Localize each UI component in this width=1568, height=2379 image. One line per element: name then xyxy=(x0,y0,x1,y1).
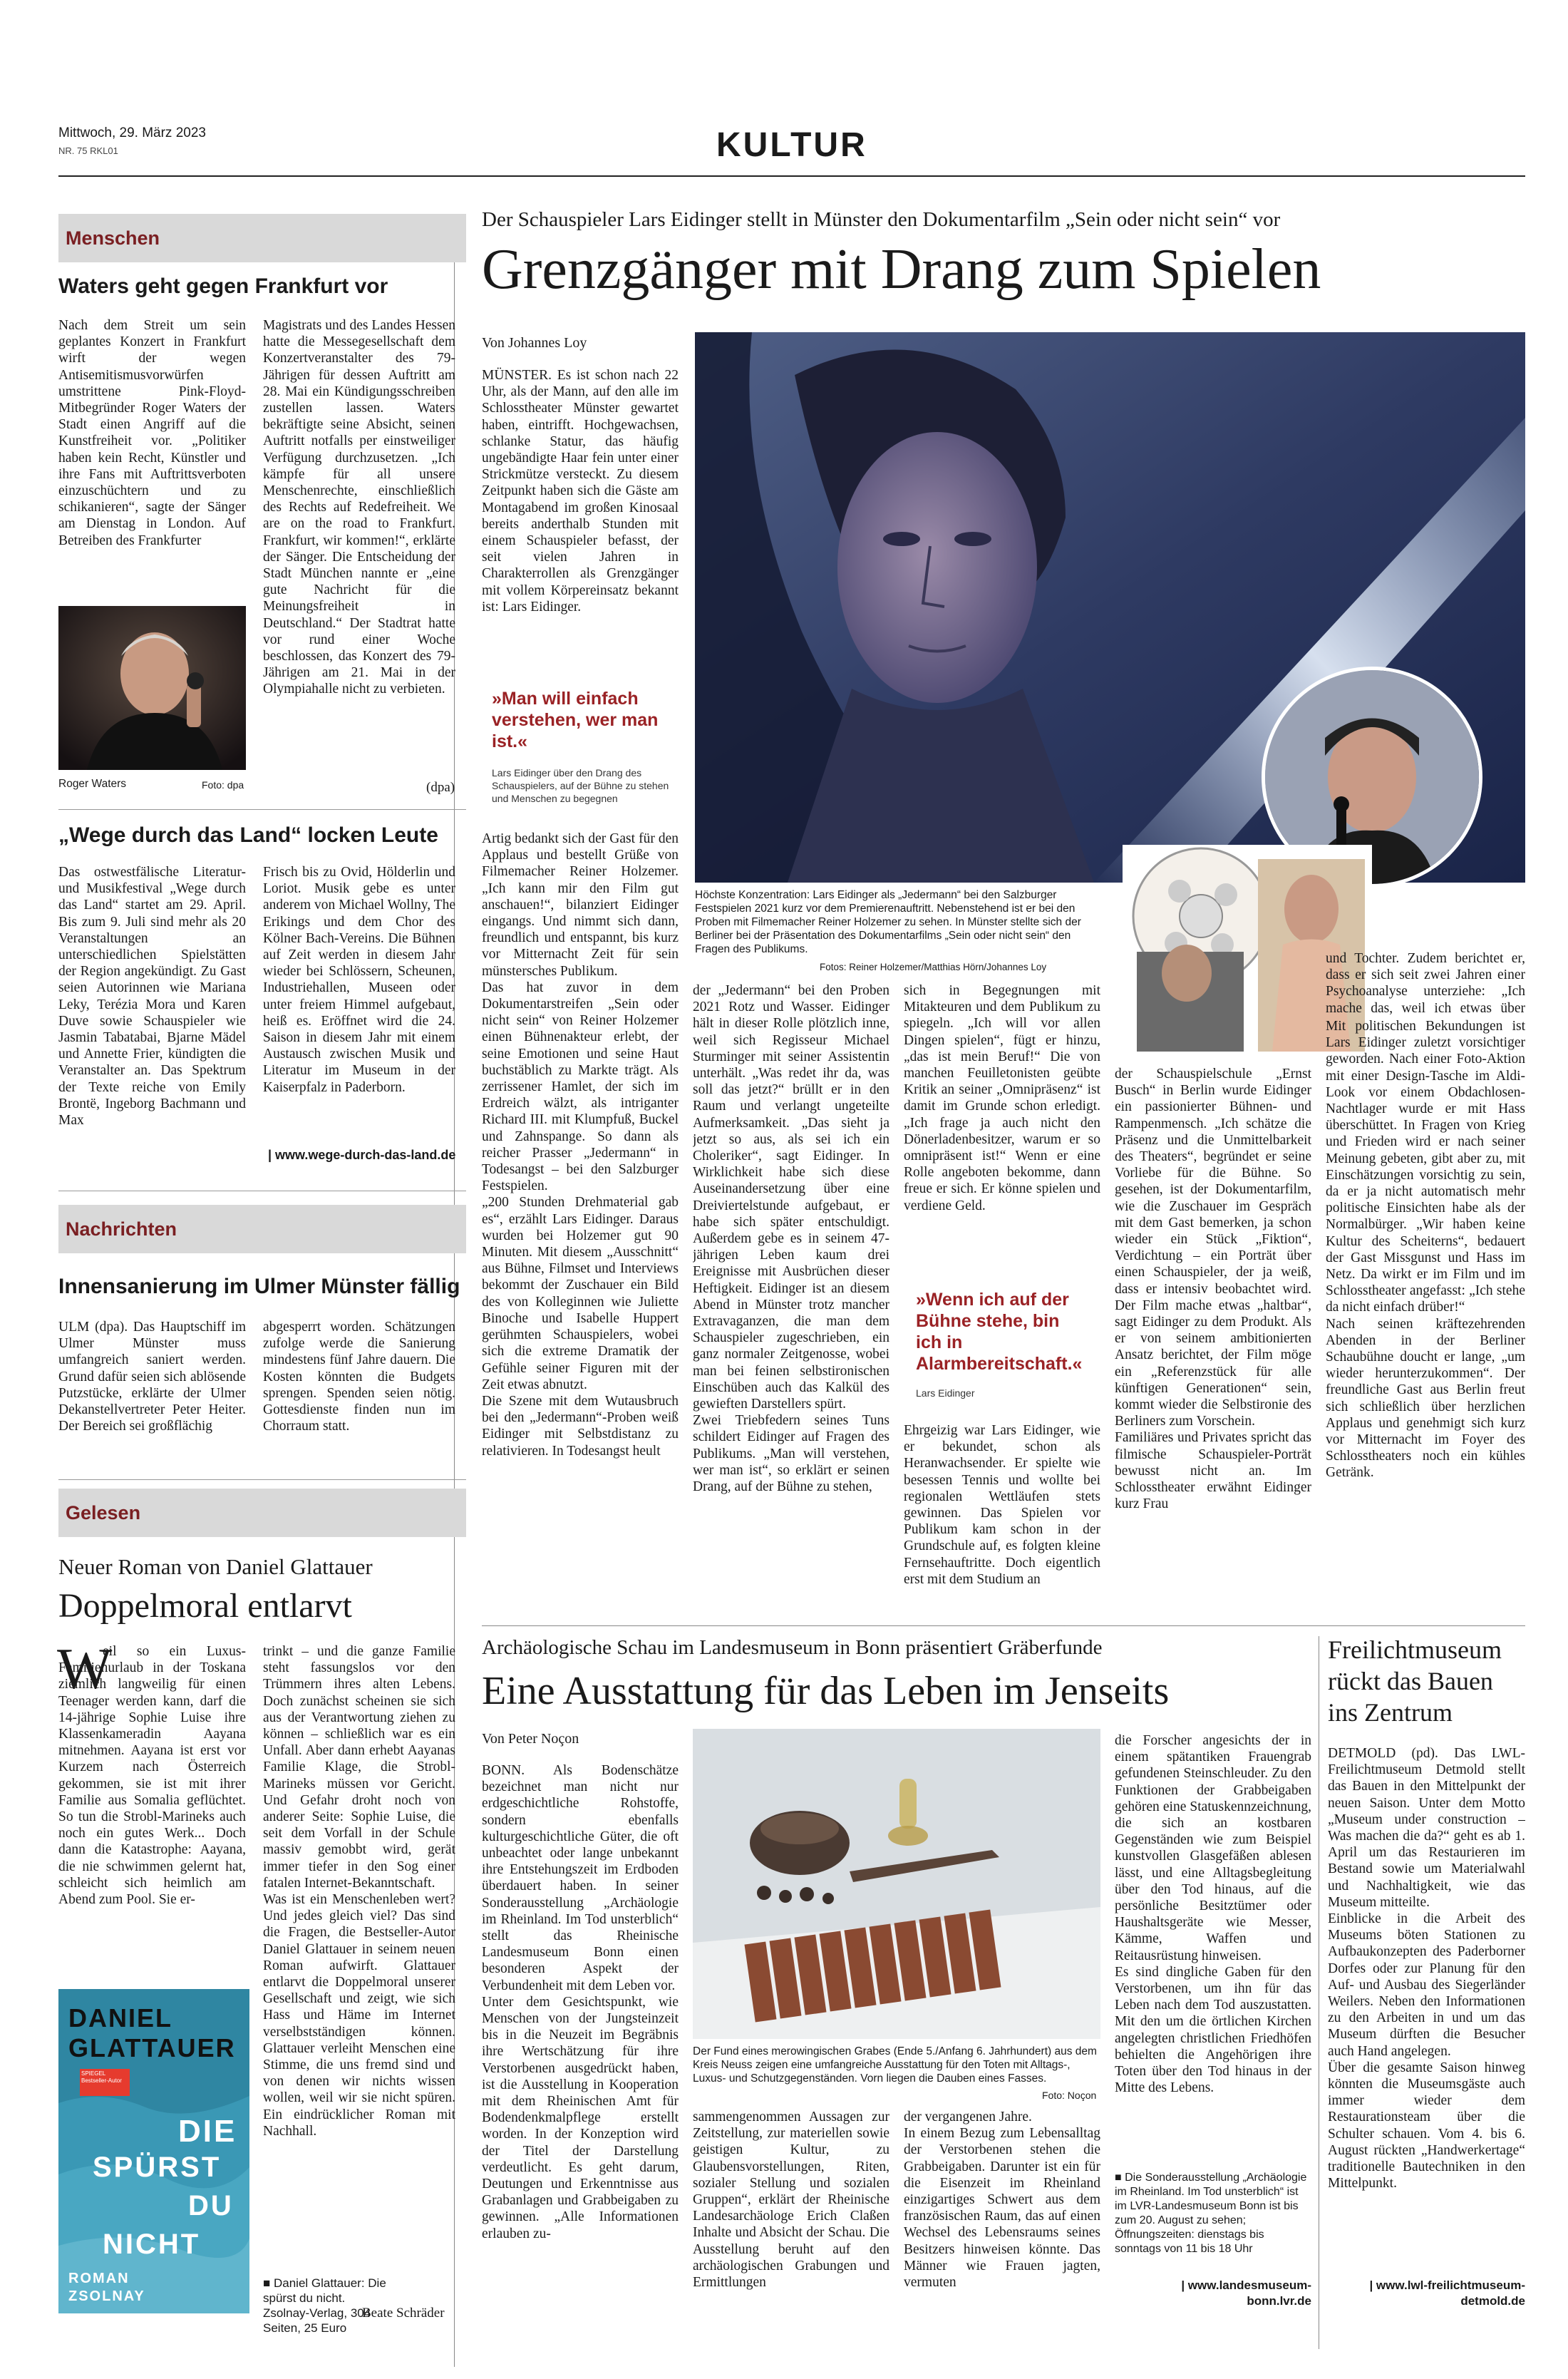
article-column: eil so ein Luxus-Familienurlaub in der Toskana ziemlich langweilig für einen Teenager werden kann, darf die 14-jährige Sophie Luise ihre Klassenkameradin Aayana mitnehmen. Aayana ist erst vor Kurzem nach Österreich gekommen, sie ist mit ihrer Familie aus Somalia geflüchtet. So tun die Strobl-Marineks auch noch ein gutes Werk... Doch dann die Katastrophe: Aayana, die nie schwimmen gelernt hat, schleicht sich heimlich am Abend zum Pool. Sie er- xyxy=(58,1644,246,1908)
header-date: Mittwoch, 29. März 2023 xyxy=(58,125,206,140)
book-cover xyxy=(58,1989,249,2313)
book-author-first: DANIEL xyxy=(68,2003,172,2033)
article-column: Mit politischen Bekundungen ist Lars Eidinger zuletzt vorsichtiger geworden. Nach einer Foto-Aktion mit einer Design-Tasche im Aldi-Look vor einem Obdachlosen-Nachtlager wurde er mit Hass überschüttet. In Fragen von Krieg und Frieden wird er nach seiner Meinung gebeten, gibt aber zu, mit Einschätzungen vorsichtig zu sein, da er ja nicht automatisch mehr politische Einsichten habe als der Normalbürger. „Wir haben keine Kultur des Scheiterns“, bedauert der Gast Missgunst und Hass im Netz. Da wirkt er im Film und im Schlosstheater angefasst: „Ich stehe da nicht einfach drüber!“ Nach seinen kräftezehrenden Abenden in der Berliner Schaubühne doucht er lange, „um wieder herunterzukommen“. Der freundliche Gast aus Berlin freut sich schließlich über herzlichen Applaus und genehmigt sich kurz vor Mitternacht im Foyer des Schlosstheaters noch ein kühles Getränk. xyxy=(1326,1019,1525,1481)
exhibition-info: ■ Die Sonderausstellung „Archäologie im Rheinland. Im Tod unsterblich“ ist im LVR-Landesmuseum Bonn ist bis zum 20. August zu sehen; Öffnungszeiten: dienstags bis sonntags von 11 bis 18 Uhr xyxy=(1115,2172,1307,2255)
article-column: ULM (dpa). Das Hauptschiff im Ulmer Münster muss umfangreich saniert werden. Grund dafür seien sich ablösende Putzstücke, erklärte der Ulmer Dekanstellvertreter Peter Heiter. Der Bereich sei großflächig xyxy=(58,1320,246,1434)
photo-caption: Höchste Konzentration: Lars Eidinger als „Jedermann“ bei den Salzburger Festspielen 2021 kurz vor dem Premierenauftritt. Nebenstehend ist er bei den Proben mit Filmemacher Reiner Holzemer zu sehen. In Münster stellte sich der Berliner bei der Präsentation des Dokumentarfilms „Sein oder nicht sein“ den Fragen des Publikums. xyxy=(695,889,1081,955)
dropcap: W xyxy=(57,1636,113,1701)
article-column: trinkt – und die ganze Familie steht fassungslos vor den Trümmern ihres alten Lebens. Doch zunächst scheinen sie sich aus der Verantwortung ziehen zu können – schließlich war es ein Unfall. Aber dann erhebt Aayanas Familie Klage, die Strobl-Marineks müssen vor Gericht. Und Gefahr droht noch von anderer Seite: Sophie Luise, die seit dem Vorfall in der Schule massiv gemobbt wird, gerät immer tiefer in den Sog einer fatalen Internet-Bekanntschaft. Was ist ein Menschenleben wert? Und jedes gleich viel? Das sind die Fragen, die Bestseller-Autor Daniel Glattauer in seinem neuen Roman aufwirft. Glattauer entlarvt die Doppelmoral unserer Gesellschaft und zeigt, wie sich Hass und Häme im Internet verselbstständigen können. Glattauer verleiht Menschen eine Stimme, die uns fremd sind und von denen wir nichts wissen wollen, weil wir sie nicht spüren. Ein eindrücklicher Roman mit Nachhall. xyxy=(263,1644,455,2139)
pull-quote-source: Lars Eidinger xyxy=(916,1387,975,1399)
rubric-label: Menschen xyxy=(66,227,160,249)
book-title-3: DU xyxy=(188,2190,234,2221)
book-publisher: ZSOLNAY xyxy=(68,2288,145,2304)
article-kicker: Neuer Roman von Daniel Glattauer xyxy=(58,1554,373,1579)
bonn-headline: Eine Ausstattung für das Leben im Jenseits xyxy=(482,1669,1170,1713)
divider xyxy=(58,1479,466,1480)
lead-intro: MÜNSTER. Es ist schon nach 22 Uhr, als der Mann, auf den alle im Schlosstheater Münster gewartet haben, eintrifft. Hochgewachsen, schlanke Statur, das häufig ungebändigte Haar fein unter einer Strickmütze versteckt. Zu diesem Zeitpunkt haben sich die Gäste am Montagabend im großen Kinosaal bereits anderthalb Stunden mit einem Schauspieler befasst, der seit vielen Jahren in Charakterrollen als Grenzgänger mit vollem Körpereinsatz bekannt ist: Lars Eidinger. xyxy=(482,368,679,615)
article-column: der Schauspielschule „Ernst Busch“ in Berlin wurde Eidinger ein passionierter Bühnen- und Rampenmensch. „Ich schätze die Präsenz und die Unmittelbarkeit des Theaters“, begründet er seine Vorliebe für die Bühne. So gesehen, ist der Dokumentarfilm, wie die Zuschauer im Gespräch mit dem Gast bemerken, ja schon wieder ein Stück „Fiktion“, Verdichtung – ein Porträt über einen Schauspieler, der ja weiß, dass er intensiv beobachtet wird. Der Film mache etwas „haltbar“, sagt Eidinger zu dem Produkt. Als er von seinem ambitionierten Ansatz berichtet, der Film möge ein „Referenzstück für alle künftigen Generationen“ sein, kommt wieder die Selbstironie des Berliners zum Vorschein. Familiäres und Privates spricht das filmische Schauspieler-Porträt bewusst nicht an. Im Schlosstheater erwähnt Eidinger kurz Frau xyxy=(1115,1067,1311,1512)
rubric-gelesen xyxy=(58,1489,466,1537)
lead-kicker: Der Schauspieler Lars Eidinger stellt in Münster den Dokumentarfilm „Sein oder nicht sein“ vor xyxy=(482,208,1281,231)
article-column: DETMOLD (pd). Das LWL-Freilichtmuseum Detmold stellt das Bauen in den Mittelpunkt der neuen Saison. Unter dem Motto „Museum under construction – Was machen die da?“ geht es ab 1. April um das Restaurieren im Bestand sowie um Materialwahl und Nachhaltigkeit, wie das Museum mitteilte. Einblicke in die Arbeit des Museums böten Stationen zu Aufbaukonzepten des Paderborner Dorfes oder zur Planung für den Auf- und Ausbau des Siegerländer Weilers. Neben den Informationen zu den Arbeiten in und um das Museum dürften die Besucher auch Hand angelegen. Über die gesamte Saison hinweg könnten die Museumsgäste auch immer wieder dem Restaurationsteam über die Schulter schauen. Vom 4. bis 6. August rückten „Handwerkertage“ traditionelle Bautechniken in den Mittelpunkt. xyxy=(1328,1746,1525,2192)
article-column: Nach dem Streit um sein geplantes Konzert in Frankfurt wirft der wegen Antisemitismusvorwürfen umstrittene Pink-Floyd-Mitbegründer Roger Waters der Stadt einen Angriff auf die Kunstfreiheit vor. „Politiker haben kein Recht, Künstler und ihre Fans mit Auftrittsverboten einzuschüchtern und zu schikanieren“, sagte der Sänger am Dienstag in London. Auf Betreiben des Frankfurter xyxy=(58,318,246,548)
header-issue: NR. 75 RKL01 xyxy=(58,145,118,156)
source-tag: (dpa) xyxy=(426,780,455,795)
pull-quote-source: Lars Eidinger über den Drang des Schauspielers, auf der Bühne zu stehen und Menschen zu begegnen xyxy=(492,767,669,804)
photo-credit: Fotos: Reiner Holzemer/Matthias Hörn/Johannes Loy xyxy=(820,962,1047,972)
article-column: sich in Begegnungen mit Mitakteuren und dem Publikum zu spiegeln. „Ich will vor allen Dingen spielen“, fügt er hinzu, „das ist mein Beruf!“ Die von manchen Feuilletonisten geübte Kritik an seiner „Omnipräsenz“ ist damit im Grunde schon erledigt. „Ich frage ja auch nicht den Dönerladenbesitzer, warum er so omnipräsent ist!“ Wenn er eine Rolle angeboten bekomme, dann freue er sich. Er könne spielen und verdiene Geld. xyxy=(904,983,1100,1213)
pull-quote: »Wenn ich auf der Bühne stehe, bin ich in Alarmbereitschaft.« xyxy=(916,1290,1083,1374)
rubric-nachrichten xyxy=(58,1205,466,1253)
photo-credit: Foto: dpa xyxy=(202,779,244,791)
article-headline: Waters geht gegen Frankfurt vor xyxy=(58,274,388,298)
book-title-2: SPÜRST xyxy=(93,2152,222,2183)
article-column: abgesperrt worden. Schätzungen zufolge werde die Sanierung mindestens fünf Jahre dauern. Die Kosten könnten die Budgets sprengen. Spenden seien nötig. Gottesdienste finden nun im Chorraum statt. xyxy=(263,1320,455,1434)
book-title-4: NICHT xyxy=(103,2229,201,2260)
article-column: und Tochter. Zudem berichtet er, dass er sich seit zwei Jahren einer Psychoanalyse unterziehe: „Ich mache das, weil ich etwas über xyxy=(1326,951,1525,1016)
lead-headline: Grenzgänger mit Drang zum Spielen xyxy=(482,238,1321,301)
book-title-1: DIE xyxy=(178,2114,237,2149)
photo-caption: Der Fund eines merowingischen Grabes (Ende 5./Anfang 6. Jahrhundert) aus dem Kreis Neuss zeigen eine umfangreiche Ausstattung für den Toten mit Alltags-, Luxus- und Schutzgegenständen. Vorn liegen die Dauben eines Fasses. xyxy=(693,2045,1097,2085)
article-column: Artig bedankt sich der Gast für den Applaus und bestellt Grüße von Filmemacher Reiner Holzemer. „Ich kann mir den Film gut anschauen!“, bilanziert Eidinger eingangs. Und nimmt sich dann, freundlich und entspannt, bis kurz vor Mitternacht Zeit für sein münstersches Publikum. Das hat zuvor in dem Dokumentarstreifen „Sein oder nicht sein“ von Reiner Holzemer einen Bühnenakteur erlebt, der seine Emotionen und seine Haut buchstäblich zu Markte trägt. Als zerrissener Hamlet, der sich im Erdreich wälzt, als intriganter Richard III. mit Klumpfuß, Buckel und Zahnspange. So dann als reicher Prasser „Jedermann“ in Todesangst – bei den Salzburger Festspielen. „200 Stunden Drehmaterial gab es“, erzählt Lars Eidinger. Daraus wurden bei Holzemer gut 90 Minuten. Mit diesem „Ausschnitt“ aus Bühne, Filmset und Interviews bekommt der Zuschauer ein Bild des von Kolleginnen wie Juliette Binoche und Isabelle Huppert gerühmten Schauspielers, wobei sich die extreme Dramatik der Gefühle seiner Figuren mit der Zeit etwas abnutzt. Die Szene mit dem Wutausbruch bei den „Jedermann“-Proben weiß Eidinger mit Selbstdistanz zu relativieren. In Todesangst heult xyxy=(482,831,679,1459)
article-column: sammengenommen Aussagen zur Zeitstellung, zur materiellen sowie geistigen Kultur, zu Glaubensvorstellungen, Riten, sozialer Stellung und sozialen Gruppen“, erklärt der Rheinische Landesarchäologe Erich Claßen Inhalte und Absicht der Schau. Die Ausstellung beruht auf den archäologischen Grabungen und Ermittlungen xyxy=(693,2110,889,2291)
book-info: ■ Daniel Glattauer: Die spürst du nicht. Zsolnay-Verlag, 304 Seiten, 25 Euro xyxy=(263,2276,386,2335)
article-column: der „Jedermann“ bei den Proben 2021 Rotz und Wasser. Eidinger hält in dieser Rolle plötzlich inne, weil sich Regisseur Michael Sturminger mit seiner Assistentin unterhält. „Was redet ihr da, was soll das jetzt?“ brüllt er in den Raum und verlangt ungeteilte Aufmerksamkeit. „Das sieht ja jetzt so aus, als sei ich ein Choleriker“, sagt Eidinger. In Wirklichkeit habe sich diese Auseinandersetzung über eine Dreiviertelstunde aufgebaut, er habe sich später entschuldigt. Außerdem gebe es in seinem 47-jährigen Leben kaum drei Ereignisse mit Ausbrüchen dieser Heftigkeit. Eidinger ist an diesem Abend in Münster trotz mancher Extravaganzen, die man dem Schauspieler zugeschrieben, ein ganz normaler Zeitgenosse, wobei man bei feinen selbstironischen Einschüben auch das Kalkül des gewieften Darstellers spürt. Zwei Triebfedern seines Tuns schildert Eidinger auf Fragen des Publikums. „Man will verstehen, wer man ist“, so erklärt er seinen Drang, auf der Bühne zu stehen, xyxy=(693,983,889,1495)
lead-byline: Von Johannes Loy xyxy=(482,335,587,351)
bonn-kicker: Archäologische Schau im Landesmuseum in Bonn präsentiert Gräberfunde xyxy=(482,1636,1103,1659)
rubric-menschen xyxy=(58,214,466,262)
header-rule xyxy=(58,175,1525,177)
roger-waters-photo xyxy=(58,606,246,770)
grave-finds-photo xyxy=(693,1729,1100,2039)
bonn-link[interactable]: | www.landesmuseum-bonn.lvr.de xyxy=(1181,2278,1311,2308)
article-column: Frisch bis zu Ovid, Hölderlin und Loriot. Musik gebe es unter anderem von Michael Wollny, The Erikings und dem Chor des Kölner Bach-Vereins. Die Bühnen auf Zeit werden in diesem Jahr wieder bei Schlössern, Scheunen, Industriehallen, Museen oder unter freiem Himmel aufgebaut, heiß es. Eröffnet wird die 24. Saison in diesem Jahr mit einem Austausch zwischen Musik und Literatur im Museum in der Kaiserpfalz in Paderborn. xyxy=(263,865,455,1095)
article-column: BONN. Als Bodenschätze bezeichnet man nicht nur erdgeschichtliche Rohstoffe, sondern ebenfalls kulturgeschichtliche Güter, die oft unbeachtet oder lange unbekannt ihre Entstehungszeit im Erdboden überdauert haben. In seiner Sonderausstellung „Archäologie im Rheinland. Im Tod unsterblich“ stellt das Rheinische Landesmuseum Bonn einen besonderen Aspekt der Verbundenheit mit dem Leben vor. Unter dem Gesichtspunkt, wie Menschen von der Jungsteinzeit bis in die Neuzeit im Begräbnis ihre Wertschätzung für ihre Verstorbenen ausgedrückt haben, ist die Ausstellung in Kooperation mit dem Rheinischen Amt für Bodendenkmalpflege erstellt worden. In der Konzeption wird der Titel der Darstellung verdeutlicht. Es geht darum, Deutungen und Erkenntnisse aus Grabanlagen und Grabbeigaben zu gewinnen. „Alle Informationen erlauben zu- xyxy=(482,1763,679,2241)
article-headline: Doppelmoral entlarvt xyxy=(58,1587,352,1625)
article-headline: Innensanierung im Ulmer Münster fällig xyxy=(58,1275,460,1298)
detmold-headline: Freilichtmuseum rückt das Bauen ins Zentrum xyxy=(1328,1635,1502,1727)
rubric-label: Nachrichten xyxy=(66,1218,177,1240)
article-headline: „Wege durch das Land“ locken Leute xyxy=(58,823,438,847)
wege-link[interactable]: | www.wege-durch-das-land.de xyxy=(268,1148,456,1162)
rubric-label: Gelesen xyxy=(66,1501,141,1524)
book-badge: SPIEGEL Bestseller-Autor xyxy=(81,2070,122,2084)
bonn-byline: Von Peter Noçon xyxy=(482,1731,579,1747)
review-author: Beate Schräder xyxy=(362,2306,445,2321)
article-column: Das ostwestfälische Literatur- und Musikfestival „Wege durch das Land“ startet am 29. April. Bis zum 9. Juli sind mehr als 20 Veranstaltungen an unterschiedlichen Spielstätten der Region angekündigt. Zu Gast seien Autorinnen wie Mariana Leky, Terézia Mora und Karen Duve sowie Schauspieler wie Jasmin Tabatabai, Bjarne Mädel und Annette Frier, kündigten die Veranstalter an. Das Spektrum der Texte reiche von Emily Brontë, Ingeborg Bachmann und Max xyxy=(58,865,246,1129)
detmold-link[interactable]: | www.lwl-freilichtmuseum-detmold.de xyxy=(1369,2278,1525,2308)
article-column: Ehrgeizig war Lars Eidinger, wie er bekundet, schon als Heranwachsender. Er spielte wie besessen Tennis und wollte bei regionalen Wettläufen stets gewinnen. Das Spielen vor Publikum kam schon in der Grundschule auf, es folgten kleine Fernsehauftritte. Doch eigentlich erst mit dem Studium an xyxy=(904,1423,1100,1587)
photo-caption: Roger Waters xyxy=(58,778,127,790)
article-column: der vergangenen Jahre. In einem Bezug zum Lebensalltag der Verstorbenen stehen die Grabbeigaben. Darunter ist ein für die Eisenzeit im Rheinland einzigartiges Schwert aus dem französischen Raum, das auf einen Wechsel des Lebensraums seines Besitzers hinweisen könnte. Das Männer wie Frauen jagten, vermuten xyxy=(904,2110,1100,2291)
section-title: KULTUR xyxy=(716,126,867,164)
divider xyxy=(482,1625,1525,1626)
photo-credit: Foto: Noçon xyxy=(1042,2090,1097,2101)
article-column: Magistrats und des Landes Hessen hatte die Messegesellschaft dem Konzertveranstalter des 79-Jährigen für dessen Auftritt am 28. Mai ein Kündigungsschreiben zustellen lassen. Waters bekräftigte seine Absicht, seinen Auftritt notfalls per einstweiliger Verfügung durchzusetzen. „Ich kämpfe für all unsere Menschenrechte, einschließlich des Rechts auf Redefreiheit. We are on the road to Frankfurt. Frankfurt, wir kommen!“, erklärte der Sänger. Die Entscheidung der Stadt München nannte er „eine gute Nachricht für die Meinungsfreiheit in Deutschland.“ Der Stadtrat hatte vor rund einer Woche beschlossen, das Konzert des 79-Jährigen am 21. Mai in der Olympiahalle nicht zu verbieten. xyxy=(263,318,455,697)
article-column: die Forscher angesichts der in einem spätantiken Frauengrab gefundenen Steinschleuder. Zu den Funktionen der Grabbeigaben gehören eine Statuskennzeichnung, die sich an kostbaren Gegenständen wie zum Beispiel kunstvollen Glasgefäßen ablesen lässt, und eine Alltagsbegleitung über den Tod hinaus, auf die persönliche Besitztümer oder Haushaltsgeräte wie Messer, Kämme, Waffen und Reitausrüstung hinweisen. Es sind dingliche Gaben für den Verstorbenen, um ihn für das Leben nach dem Tod auszustatten. Mit den um die örtlichen Kirchen angelegten christlichen Friedhöfen behielten die Angehörigen ihre Toten über den Tod hinaus in der Mitte des Lebens. xyxy=(1115,1733,1311,2096)
divider xyxy=(58,809,466,810)
pull-quote: »Man will einfach verstehen, wer man ist.« xyxy=(492,689,659,751)
book-author-last: GLATTAUER xyxy=(68,2033,236,2062)
book-genre: ROMAN xyxy=(68,2271,130,2286)
